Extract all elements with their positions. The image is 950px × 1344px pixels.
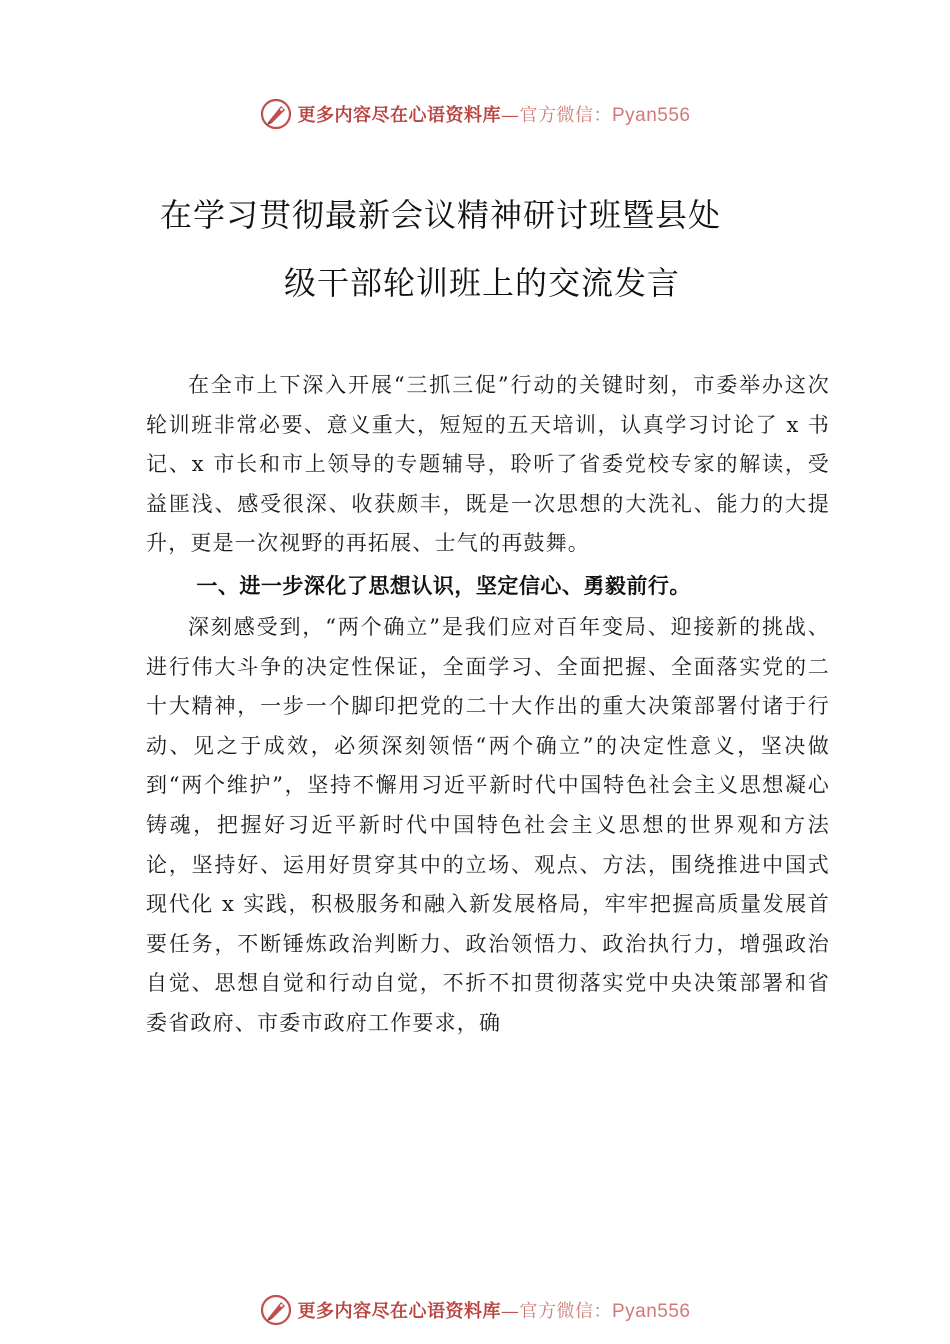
section-heading-1: 一、进一步深化了思想认识，坚定信心、勇毅前行。 (196, 573, 691, 598)
pen-nib-logo-icon (259, 97, 293, 131)
header-watermark (0, 92, 950, 136)
intro-paragraph: 在全市上下深入开展“三抓三促”行动的关键时刻，市委举办这次轮训班非常必要、意义重大，短短的五天培训，认真学习讨论了 x 书记、x 市长和市上领导的专题辅导，聆听了省委党校专家的解读，受益匪浅、感受很深、收获颇丰，既是一次思想的大洗礼、能力的大提升，更是一次视野的再拓展、士气的再鼓舞。 (146, 373, 830, 556)
footer-watermark (0, 1288, 950, 1332)
watermark-text (297, 1297, 690, 1323)
watermark-text (297, 101, 690, 127)
document-title-line-1: 在学习贯彻最新会议精神研讨班暨县处 (160, 196, 722, 234)
watermark-dash: — (500, 1301, 520, 1322)
watermark-library-name: 更多内容尽在心语资料库 (297, 1301, 501, 1322)
document-title-line-2: 级干部轮训班上的交流发言 (284, 264, 681, 302)
watermark-wechat-id: Pyan556 (611, 105, 691, 126)
watermark-library-name: 更多内容尽在心语资料库 (297, 105, 501, 126)
watermark-dash: — (500, 105, 520, 126)
watermark-wechat-label: 官方微信： (519, 1301, 612, 1322)
watermark-wechat-label: 官方微信： (519, 105, 612, 126)
section-1-paragraph: 深刻感受到，“两个确立”是我们应对百年变局、迎接新的挑战、进行伟大斗争的决定性保证，全面学习、全面把握、全面落实党的二十大精神，一步一个脚印把党的二十大作出的重大决策部署付诸于行动、见之于成效，必须深刻领悟“两个确立”的决定性意义，坚决做到“两个维护”，坚持不懈用习近平新时代中国特色社会主义思想凝心铸魂，把握好习近平新时代中国特色社会主义思想的世界观和方法论，坚持好、运用好贯穿其中的立场、观点、方法，围绕推进中国式现代化 x 实践，积极服务和融入新发展格局，牢牢把握高质量发展首要任务，不断锤炼政治判断力、政治领悟力、政治执行力，增强政治自觉、思想自觉和行动自觉，不折不扣贯彻落实党中央决策部署和省委省政府、市委市政府工作要求，确 (146, 614, 830, 1035)
watermark-wechat-id: Pyan556 (611, 1301, 691, 1322)
pen-nib-logo-icon (259, 1293, 293, 1327)
document-body (146, 366, 830, 1044)
